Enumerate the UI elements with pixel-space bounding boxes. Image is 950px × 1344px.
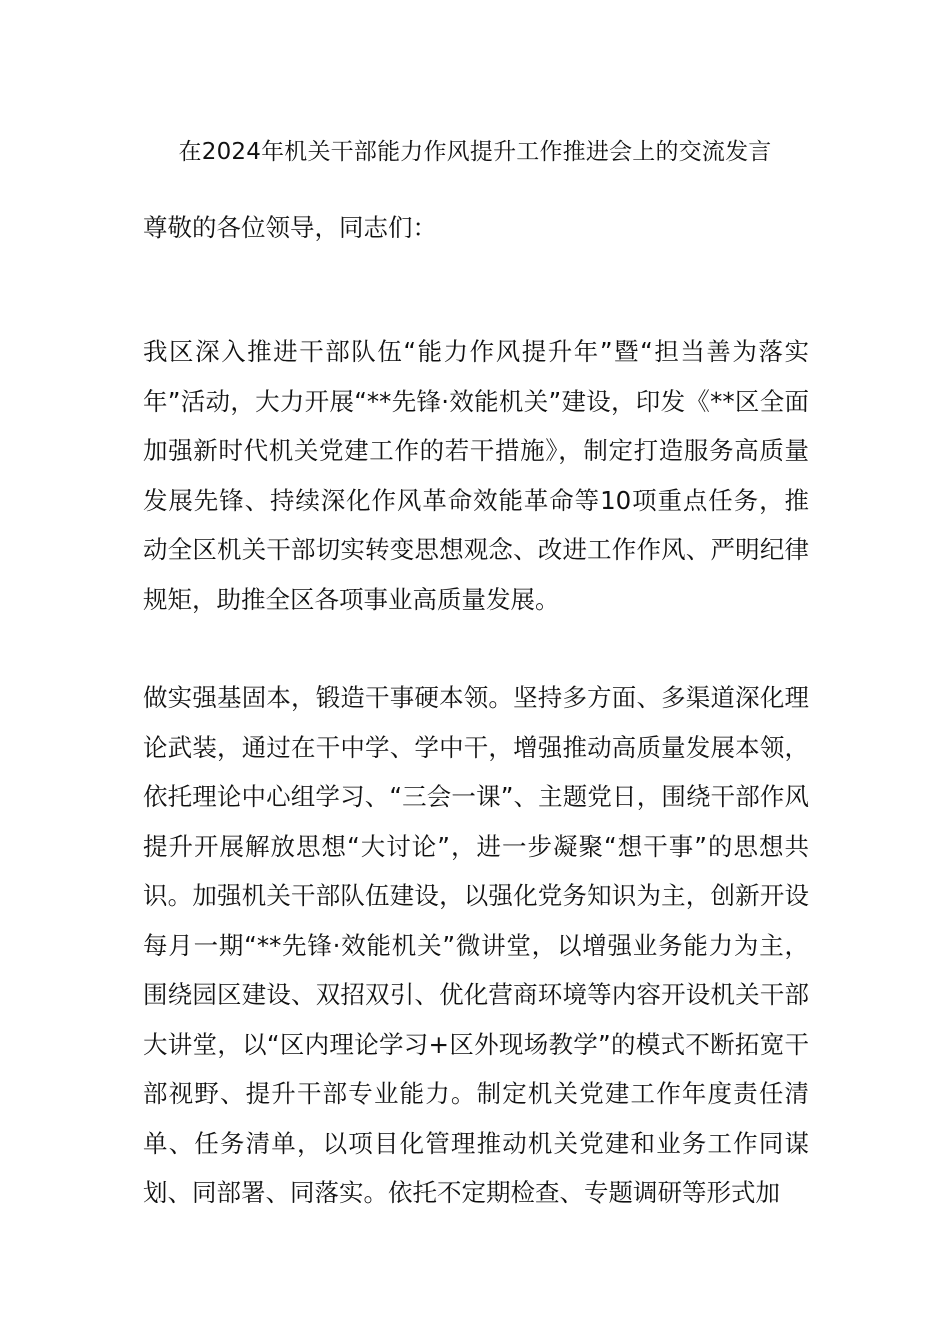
paragraph-2: 做实强基固本，锻造干事硬本领。坚持多方面、多渠道深化理论武装，通过在干中学、学中干，增强推动高质量发展本领，依托理论中心组学习、“三会一课”、主题党日，围绕干部作风提升开展解放思想“大讨论”，进一步凝聚“想干事”的思想共识。加强机关干部队伍建设，以强化党务知识为主，创新开设每月一期“**先锋·效能机关”微讲堂，以增强业务能力为主，围绕园区建设、双招双引、优化营商环境等内容开设机关干部大讲堂，以“区内理论学习+区外现场教学”的模式不断拓宽干部视野、提升干部专业能力。制定机关党建工作年度责任清单、任务清单，以项目化管理推动机关党建和业务工作同谋划、同部署、同落实。依托不定期检查、专题调研等形式加	[143, 683, 809, 1207]
document-title: 在2024年机关干部能力作风提升工作推进会上的交流发言	[178, 139, 772, 165]
paragraph-1: 我区深入推进干部队伍“能力作风提升年”暨“担当善为落实年”活动，大力开展“**先锋·效能机关”建设，印发《**区全面加强新时代机关党建工作的若干措施》，制定打造服务高质量发展先锋、持续深化作风革命效能革命等10项重点任务，推动全区机关干部切实转变思想观念、改进工作作风、严明纪律规矩，助推全区各项事业高质量发展。	[143, 337, 809, 614]
greeting-line: 尊敬的各位领导，同志们：	[143, 213, 437, 242]
